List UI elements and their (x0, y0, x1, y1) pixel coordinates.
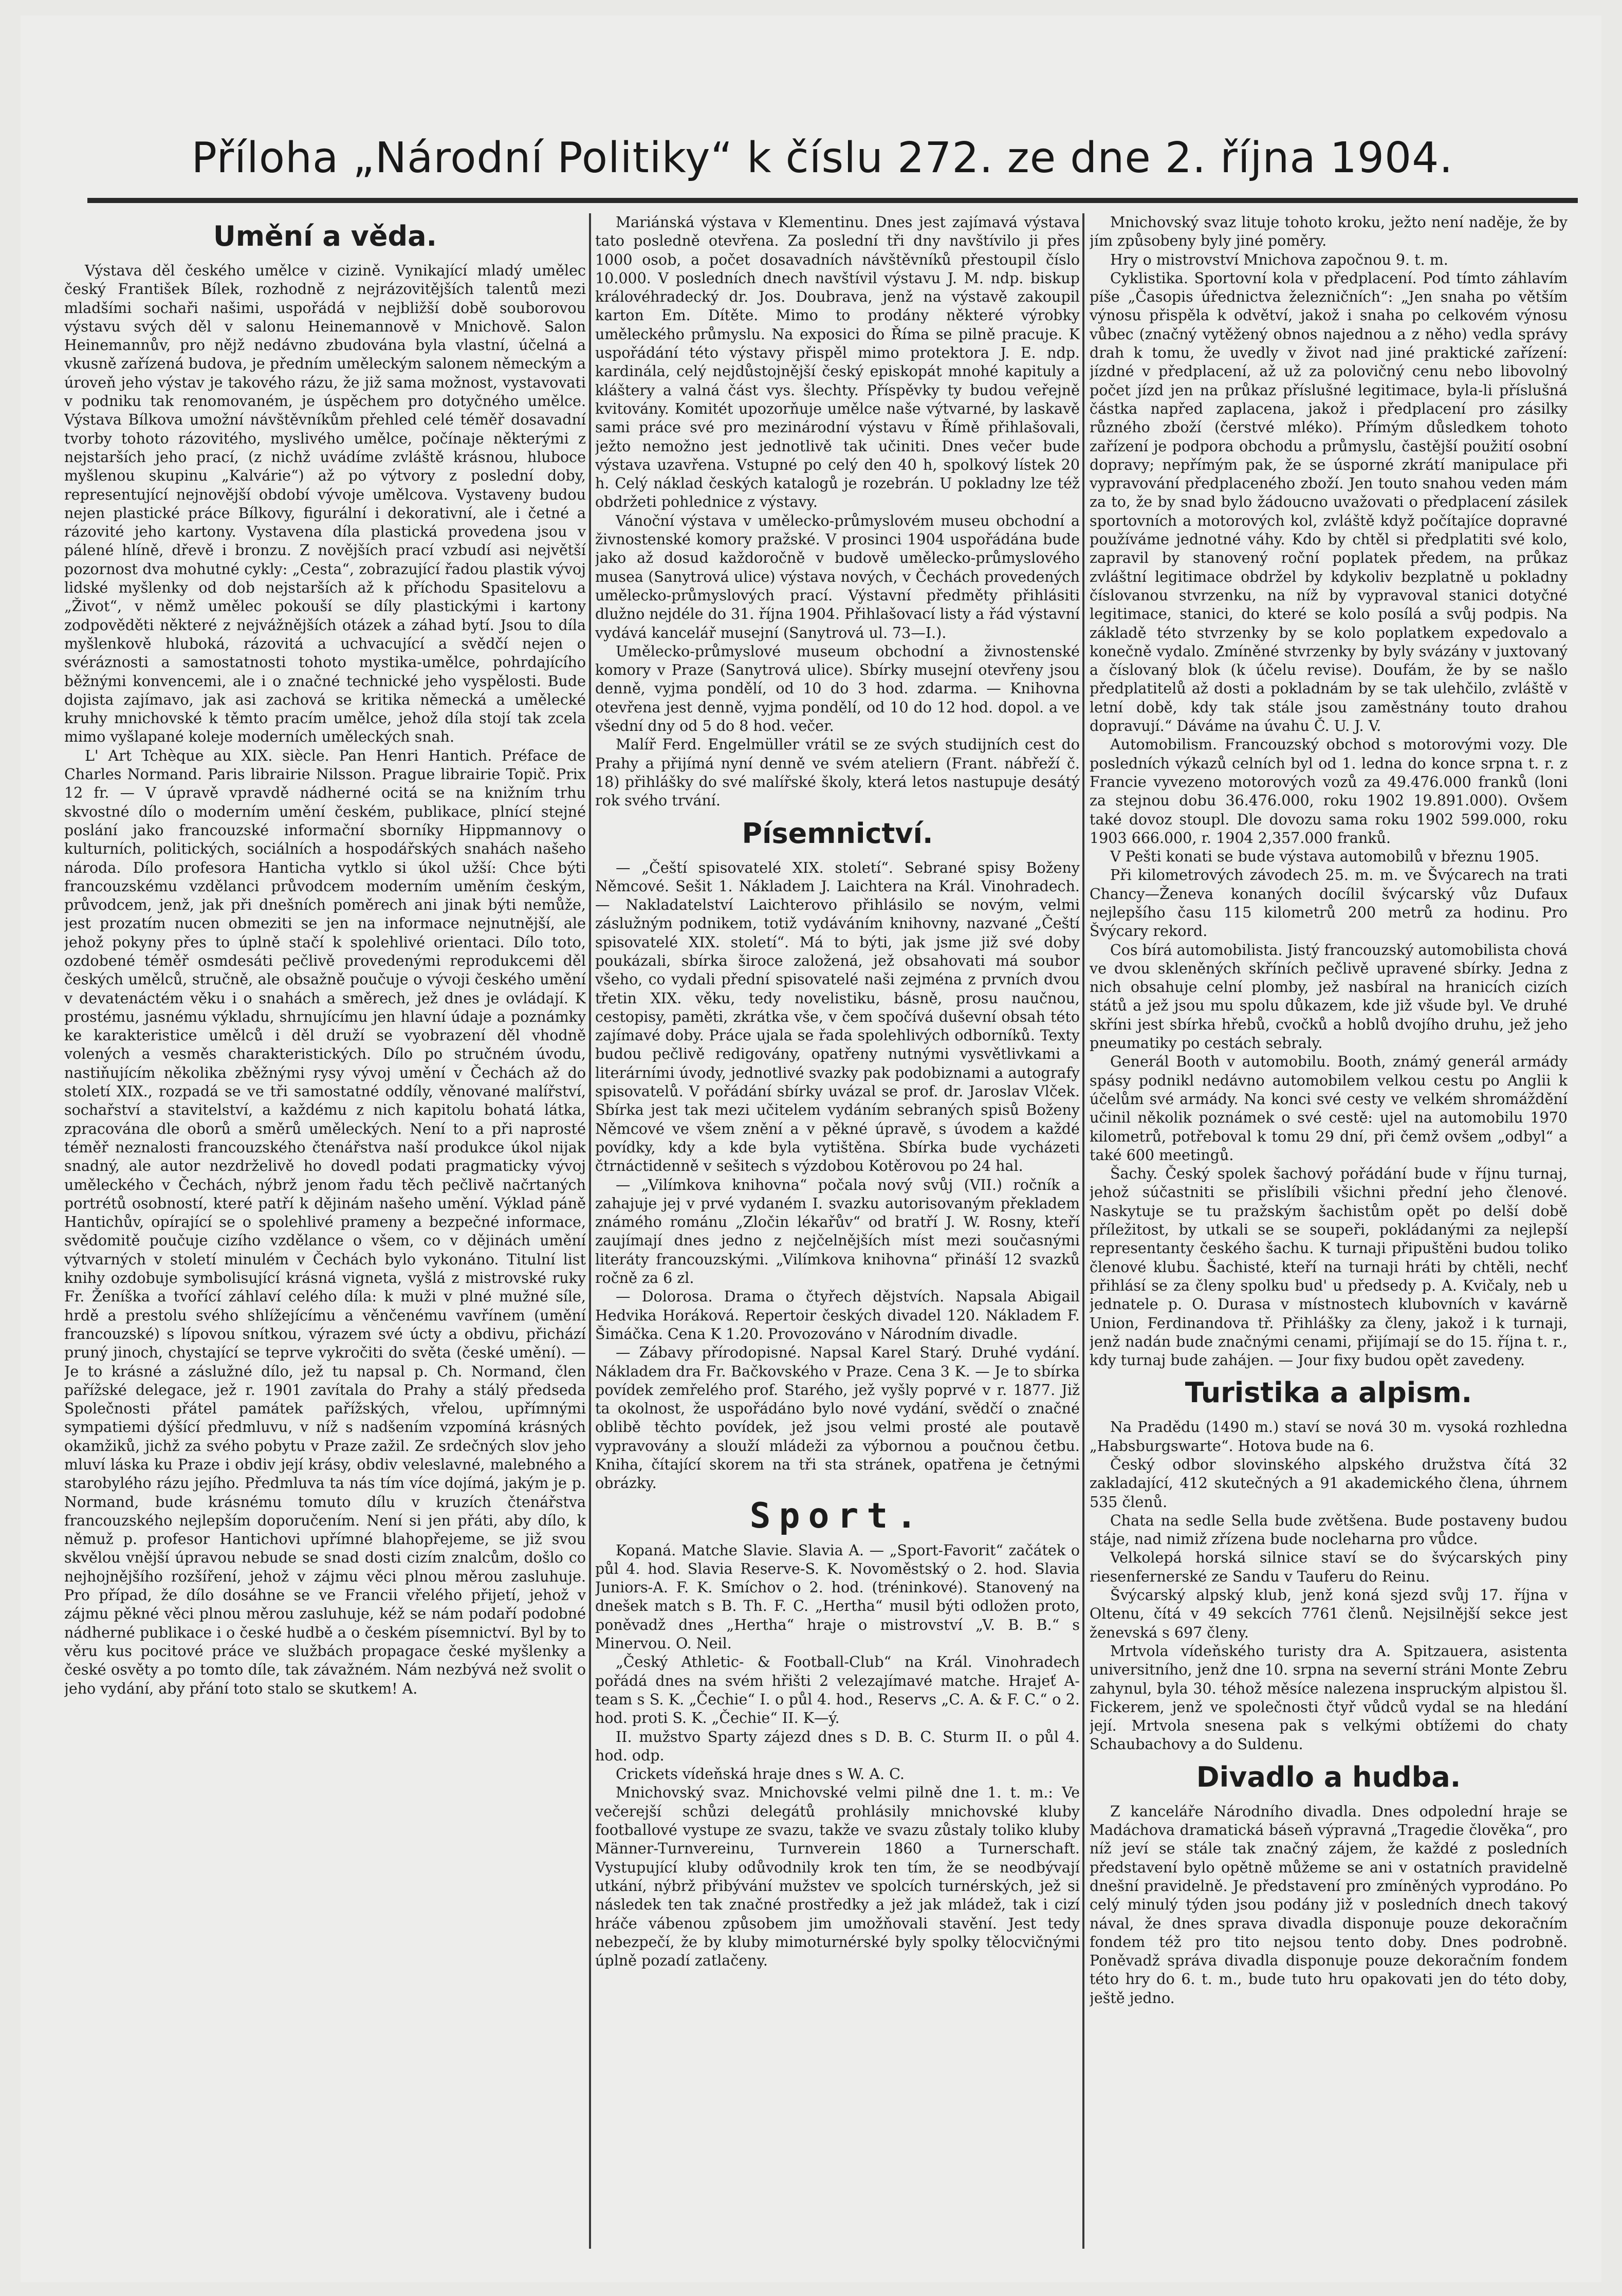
section-heading-literature: Písemnictví. (742, 817, 933, 850)
column-divider-2 (1082, 213, 1084, 2249)
article-paragraph: Šachy. Český spolek šachový pořádání bude v říjnu turnaj, jehož súčastniti se přislíbili všichni přední jeho členové. Naskytuje se tu pražským šachistům opět po delší době příležitost, by utkali se se soupeři, pokládanými za nejlepší representanty českého šachu. K turnaji připuštěni budou toliko členové klubu. Šachisté, kteří na turnaji hráti by chtěli, nechť přihlásí se za členy spolku bud' u předsedy p. A. Kvičaly, neb u jednatele p. O. Durasa v místnostech klubovních v kavárně Union, Ferdinandova tř. Přihlášky za členy, jakož i k turnaji, jenž nadán bude značnými cenami, přijímají se do 15. října t. r., kdy turnaj bude zahájen. — Jour fixy budou opět zavedeny. (1090, 1165, 1568, 1369)
article-paragraph: Crickets vídeňská hraje dnes s W. A. C. (616, 1766, 905, 1783)
newspaper-page (21, 15, 1601, 2282)
column-2 (595, 213, 1080, 2249)
article-paragraph: Cyklistika. Sportovní kola v předplacení. Pod tímto záhlavím píše „Časopis úřednictva železničních“: „Jen snaha po větším výnosu přispěla k odvětví, jakož i snaha po celkovém výnosu vůbec (značný vytěžený obnos najednou a z něho) vedla správy drah k tomu, že uvedly v život nad jiné praktické zařízení: jízdné v předplacení, až už za polovičný cenu nebo libovolný počet jízd jen na průkaz příslušné legitimace, byla-li příslušná částka napřed zaplacena, jakož i předplacení pro zásilky různého zboží (čerstvé mléko). Přímým důsledkem tohoto zařízení je podpora obchodu a průmyslu, častější použití osobní dopravy; nepřímým pak, že se úsporné zkrátí manipulace při vypravování předplaceného zboží. Jen touto snahou veden mám za to, že by snad bylo žádoucno uvažovati o předplacení zásilek sportovních a motorových kol, zvláště když počítajíce dopravné používáme jednotné váhy. Kdo by chtěl si předplatiti své kolo, zapravil by stanovený roční poplatek předem, na průkaz zvláštní legitimace obdržel by kdykoliv bezplatně u pokladny číslovanou stvrzenku, na níž by vypravoval stanici dotyčné legitimace, stanici, do které se kolo posílá a svůj podpis. Na základě této stvrzenky by se kolo poplatkem expedovalo a konečně vydalo. Zmíněné stvrzenky by byly svázány v juxtovaný a číslovaný blok (k účelu revise). Doufám, že by se našlo předplatitelů až dosti a pokladnám by se tak ulehčilo, zvláště v letní době, kdy tak stále jsou zaměstnány touto drahou dopravují.“ Dáváme na úvahu Č. U. J. V. (1090, 269, 1568, 735)
article-paragraph: — Zábavy přírodopisné. Napsal Karel Starý. Druhé vydání. Nákladem dra Fr. Bačkovského v Praze. Cena 3 K. — Je to sbírka povídek zemřelého prof. Starého, jež vyšly poprvé v r. 1877. Již ta okolnost, že uspořádáno bylo nové vydání, svědčí o značné oblibě těchto povídek, jež jsou velmi prosté ale poutavě vypravovány a slouží mládeži za výbornou a poučnou četbu. Kniha, čítající skorem na tři sta stránek, opatřena je četnými obrázky. (595, 1344, 1080, 1492)
section-heading-art: Umění a věda. (213, 220, 437, 252)
column-1 (64, 213, 586, 2249)
article-paragraph: Kopaná. Matche Slavie. Slavia A. — „Sport-Favorit“ začátek o půl 4. hod. Slavia Reserve-S. K. Novoměstský o 2. hod. Slavia Juniors-A. F. K. Smíchov o 2. hod. (tréninkové). Stanovený na dnešek match s B. Th. F. C. „Hertha“ musil býti odložen proto, poněvadž dnes „Hertha“ hraje o mistrovství „V. B. B.“ s Minervou. O. Neil. (595, 1541, 1080, 1652)
article-paragraph: Mrtvola vídeňského turisty dra A. Spitzauera, asistenta universitního, jenž dne 10. srpna na severní stráni Monte Zebru zahynul, byla 30. téhož měsíce nalezena inspruckým alpistou šl. Fickerem, jenž ve společnosti čtyř vůdců vydal se na hledání její. Mrtvola snesena pak s velkými obtížemi do chaty Schaubachovy a do Suldenu. (1090, 1642, 1568, 1753)
article-paragraph: — „Čeští spisovatelé XIX. století“. Sebrané spisy Boženy Němcové. Sešit 1. Nákladem J. Laichtera na Král. Vinohradech. — Nakladatelství Laichterovo přihlásilo se novým, velmi záslužným podnikem, totiž vydáváním knihovny, nazvané „Čeští spisovatelé XIX. století“. Má to býti, jak jsme již své doby poukázali, sbírka široce založená, jež obsahovati má soubor všeho, co vydali přední spisovatelé naši zejména z prvních dvou třetin XIX. věku, tedy novelistiku, básně, prosu naučnou, cestopisy, paměti, zkrátka vše, v čem spočívá duševní obsah této zajímavé doby. Práce ujala se řada spolehlivých odborníků. Texty budou pečlivě redigovány, opatřeny nutnými vysvětlivkami a literárními úvody, jednotlivé svazky pak podobiznami a autografy spisovatelů. V pořádání sbírky uvázal se prof. dr. Jaroslav Vlček. Sbírka jest tak mezi učitelem vydáním sebraných spisů Boženy Němcové ve všem znění a v pěkné úpravě, s úvodem a každé povídky, kdy a kde byla vytištěna. Sbírka bude vycházeti čtrnáctidenně v sešitech s výzdobou Kotěrovou po 24 hal. (595, 859, 1080, 1175)
article-paragraph: Při kilometrových závodech 25. m. m. ve Švýcarech na trati Chancy—Ženeva konaných docílil švýcarský vůz Dufaux nejlepšího času 115 kilometrů 200 metrů za hodinu. Pro Švýcary rekord. (1090, 867, 1568, 940)
article-paragraph: Mnichovský svaz lituje tohoto kroku, ježto není naděje, že by jím způsobeny byly jiné poměry. (1090, 214, 1568, 250)
article-paragraph: Výstava děl českého umělce v cizině. Vynikající mladý umělec český František Bílek, rozhodně z nejrázovitějších talentů mezi mladšími sochaři našimi, uspořádá v nejbližší době souborovou výstavu svých děl v salonu Heinemannově v Mnichově. Salon Heinemannův, pro nějž nedávno zbudována byla vlastní, účelná a vkusně zařízená budova, je předním uměleckým salonem německým a úroveň jeho výstav je takového rázu, že již sama možnost, vystavovati v podniku tak renomovaném, je úspěchem pro dotyčného umělce. Výstava Bílkova umožní návštěvníkům přehled celé téměř dosavadní tvorby tohoto rázovitého, myslivého umělce, počínaje některými z nejstarších jeho prací, (z nichž uvádíme zvláště krásnou, hluboce myšlenou skupinu „Kalvárie“) až po výtvory z poslední doby, representující nejnovější období vývoje umělcova. Vystaveny budou nejen plastické práce Bílkovy, figurální i dekorativní, ale i četné a rázovité jeho kartony. Vystavena díla plastická provedena jsou v pálené hlíně, dřevě i bronzu. Z novějších prací vzbudí asi největší pozornost dva mohutné cykly: „Cesta“, zobrazující řadou plastik vývoj lidské myšlenky od dob nejstarších až k příchodu Spasitelovu a „Život“, v němž umělec pokouší se díly plastickými i kartony zodpověděti některé z nejvážnějších otázek a záhad bytí. Jsou to díla myšlenkově hluboká, rázovitá a uchvacující a svědčí nejen o svéráznosti a samostatnosti tohoto mystika-umělce, pohrdajícího běžnými konvencemi, ale i o značné technické jeho vyspělosti. Bude dojista zajímavo, jak asi zachová se kritika německá a umělecké kruhy mnichovské k těmto pracím umělce, jehož díla stojí tak zcela mimo vyšlapané koleje moderních uměleckých snah. (64, 262, 586, 746)
article-paragraph: Na Pradědu (1490 m.) staví se nová 30 m. vysoká rozhledna „Habsburgswarte“. Hotova bude na 6. (1090, 1419, 1568, 1455)
section-heading-theatre: Divadlo a hudba. (1196, 1760, 1461, 1793)
section-heading-sport: Sport. (749, 1495, 926, 1536)
article-paragraph: Generál Booth v automobilu. Booth, známý generál armády spásy podnikl nedávno automobilem velkou cestu po Anglii k účelům své armády. Na konci své cesty ve velkém shromáždění učinil několik poznámek o své cestě: ujel na automobilu 1970 kilometrů, potřeboval k tomu 29 dní, při čemž ovšem „odbyl“ a také 600 meetingů. (1090, 1053, 1568, 1164)
article-paragraph: Umělecko-průmyslové museum obchodní a živnostenské komory v Praze (Sanytrová ulice). Sbírky musejní otevřeny jsou denně, vyjma pondělí, od 10 do 3 hod. zdarma. — Knihovna otevřena jest denně, vyjma pondělí, od 10 do 12 hod. dopol. a ve všední dny od 5 do 8 hod. večer. (595, 642, 1080, 735)
masthead-rule (87, 198, 1578, 203)
article-paragraph: L' Art Tchèque au XIX. siècle. Pan Henri Hantich. Préface de Charles Normand. Paris librairie Nilsson. Prague librairie Topič. Prix 12 fr. — V úpravě vpravdě nádherné ocitá se na knižním trhu skvostné dílo o moderním umění českém, publikace, plnící stejné poslání jako francouzské informační sborníky Hippmannovy o kulturních, politických, sociálních a hospodářských snahách našeho národa. Dílo profesora Hanticha vytklo si úkol užší: Chce býti francouzskému vzdělanci průvodcem moderním uměním českým, průvodcem, jenž, jak při dnešních poměrech ani jinak býti nemůže, jest prozatím nucen obmeziti se jen na informace nejnutnější, ale jehož pokyny přes to úplně stačí k spolehlivé orientaci. Dílo toto, ozdobené téměř osmdesáti pečlivě provedenými reprodukcemi děl českých umělců, stručně, ale obsažně poučuje o vývoji českého umění v devatenáctém věku i o snahách a směrech, jež dnes je ovládají. K prostému, jasnému výkladu, shrnujícímu jen hlavní údaje a poznámky ke karakteristice umělců i děl druží se vyobrazení děl vhodně volených a vesměs charakteristických. Dílo po stručném úvodu, nastiňujícím několika zběžnými rysy vývoj umění v Čechách až do století XIX., rozpadá se ve tři samostatné oddíly, věnované malířství, sochařství a stavitelství, a každému z nich kapitolu bohatá látka, zpracována dle oborů a směrů uměleckých. Není to a při naprosté téměř neznalosti francouzského čtenářstva naší produkce úkol nijak snadný, ale autor nezdrželivě ho dovedl podati pragmaticky vývoj uměleckého v Čechách, nýbrž jenom řadu těch pečlivě načrtaných portrétů osobností, které patří k dějinám našeho umění. Výklad páně Hantichův, opírající se o spolehlivé prameny a bezpečné informace, svědomitě poučuje cizího vzdělance o všem, co v dějinách umění výtvarných v století minulém v Čechách bylo vykonáno. Titulní list knihy ozdobuje symbolisující krásná vigneta, vyšlá z mistrovské ruky Fr. Ženíška a tvořící záhlaví celého díla: k muži v plné mužné síle, hrdě a prestolu svého shlížejícímu a věnčenému vavřínem (umění francouzské) s lípovou snítkou, výrazem své úcty a obdivu, přichází pruný jinoch, chystající se teprve vykročiti do světa (české umění). — Je to krásné a záslužné dílo, jež tu napsal p. Ch. Normand, člen pařížské delegace, jež r. 1901 zavítala do Prahy a stálý předseda Společnosti přátel památek pařížských, vřelou, upřímnými sympatiemi dýšící předmluvu, v níž s nadšením vzpomíná krásných okamžiků, jichž za svého pobytu v Praze zažil. Ze srdečných slov jeho mluví láska ku Praze i obdiv její krásy, obdiv veleslavné, malebného a starobylého rázu jejího. Předmluva ta nás tím více dojímá, jakým je p. Normand, bude krásnému tomuto dílu v kruzích čtenářstva francouzského nejlepším doporučením. Není si jen přáti, aby dílo, k němuž p. profesor Hantichovi upřímné blahopřejeme, se již svou skvělou vnější úpravou nebude se snad dosti cizím znalcům, došlo co nejhojnějšího rozšíření, jehož v zájmu věci plnou měrou zasluhuje. Pro případ, že dílo dosáhne se ve Francii vřelého přijetí, jehož v zájmu pěkné věci plnou měrou zasluhuje, kéž se nám podaří podobné nádherné publikace i o české hudbě a o českém písemnictví. Byl by to věru kus pocitové práce ve službách propagace české myšlenky a české osvěty a po tomto díle, tak závažném. Nám nezbývá než svolit o jeho vydání, aby přání toto stalo se skutkem! A. (64, 747, 586, 1697)
article-paragraph: Automobilism. Francouzský obchod s motorovými vozy. Dle posledních výkazů celních byl od 1. ledna do konce srpna t. r. z Francie vyvezeno motorových vozů za 49.476.000 franků (loni za stejnou dobu 36.476.000, roku 1902 19.891.000). Ovšem také dovoz stoupl. Dle dovozu sama roku 1902 599.000, roku 1903 666.000, r. 1904 2,357.000 franků. (1090, 736, 1568, 847)
column-3 (1090, 213, 1568, 2249)
section-heading-tourism: Turistika a alpism. (1185, 1376, 1472, 1409)
article-paragraph: Velkolepá horská silnice staví se do švýcarských piny riesenfernerské ze Sandu v Tauferu do Reinu. (1090, 1549, 1568, 1585)
masthead: Příloha „Národní Politiky“ k číslu 272. ze dne 2. října 1904. (191, 134, 1453, 182)
article-paragraph: V Pešti konati se bude výstava automobilů v březnu 1905. (1110, 848, 1540, 866)
article-paragraph: — „Vilímkova knihovna“ počala nový svůj (VII.) ročník a zahajuje jej v prvé vydaném I. svazku autorisovaným překladem známého románu „Zločin lékařův“ od bratří J. W. Rosny, kteří zaujímají dnes jedno z nejčelnějších míst mezi současnými literáty francouzskými. „Vilímkova knihovna“ přináší 12 svazků ročně za 6 zl. (595, 1176, 1080, 1287)
article-paragraph: Mnichovský svaz. Mnichovské velmi pilně dne 1. t. m.: Ve večerejší schůzi delegátů prohlásily mnichovské kluby footballové vystupe ze svazu, takže ve svazu zůstaly toliko kluby Männer-Turnvereinu, Turnverein 1860 a Turnerschaft. Vystupující kluby odůvodnily krok ten tím, že se neodbývají utkání, nýbrž přibývání mužstev ve spolcích turnérských, jež si následek ten tak značné prostředky a jež jak mládež, tak i cizí hráče vábenou způsobem jim umožňovali stavění. Jest tedy nebezpečí, že by kluby mimoturnérské byly spolky tělocvičnými úplně pozadí zatlačeny. (595, 1784, 1080, 1970)
article-paragraph: Švýcarský alpský klub, jenž koná sjezd svůj 17. října v Oltenu, čítá v 49 sekcích 7761 členů. Nejsilnější sekce jest ženevská s 697 členy. (1090, 1587, 1568, 1641)
article-paragraph: Hry o mistrovství Mnichova započnou 9. t. m. (1110, 251, 1448, 268)
article-paragraph: Z kanceláře Národního divadla. Dnes odpolední hraje se Madáchova dramatická báseň výpravná „Tragedie člověka“, pro níž jeví se stále tak značný zájem, že každé z posledních představení bylo opětně můžeme se ani v ostatních pravidelně dnešní pravidelně. Je představení pro zmíněných vyprodáno. Po celý minulý týden jsou podány již v posledních dnech takový nával, že dnes sprava divadla disponuje pouze dekoračním fondem též pro tito nejsou tento doby. Dnes podrobně. Poněvadž správa divadla disponuje pouze dekoračním fondem této hry do 6. t. m., bude tuto hru opakovati jen do této doby, ještě jedno. (1090, 1803, 1568, 2007)
article-paragraph: Chata na sedle Sella bude zvětšena. Bude postaveny budou stáje, nad nimiž zřízena bude nocleharna pro vůdce. (1090, 1512, 1568, 1548)
article-paragraph: Mariánská výstava v Klementinu. Dnes jest zajímavá výstava tato posledně otevřena. Za poslední tři dny navštívilo ji přes 1000 osob, a počet dosavadních návštěvníků přestoupil číslo 10.000. V posledních dnech navštívil výstavu J. M. ndp. biskup královéhradecký dr. Jos. Doubrava, jenž na výstavě zakoupil karton Em. Dítěte. Mimo to prodány některé výrobky uměleckého průmyslu. Na exposici do Říma se pilně pracuje. K uspořádání této výstavy přispěl mimo protektora J. E. ndp. kardinála, celý nejdůstojnější český episkopát mnohé kapituly a kláštery a valná část vys. šlechty. Příspěvky ty budou veřejně kvitovány. Komitét upozorňuje umělce naše výtvarné, by laskavě sami práce své pro mezinárodní výstavu v Římě přihlašovali, ježto nemožno jest jednotlivě tak učiniti. Dnes večer bude výstava uzavřena. Vstupné po celý den 40 h, spolkový lístek 20 h. Celý náklad českých katalogů je rozebrán. U pokladny lze též obdržeti pohlednice z výstavy. (595, 214, 1080, 511)
column-divider-1 (589, 213, 591, 2249)
article-paragraph: „Český Athletic- & Football-Club“ na Král. Vinohradech pořádá dnes na svém hřišti 2 velezajímavé matche. Hrajeť A-team s S. K. „Čechie“ I. o půl 4. hod., Reservs „C. A. & F. C.“ o 2. hod. proti S. K. „Čechie“ II. K—ý. (595, 1654, 1080, 1727)
article-paragraph: II. mužstvo Sparty zájezd dnes s D. B. C. Sturm II. o půl 4. hod. odp. (595, 1728, 1080, 1764)
article-paragraph: Malíř Ferd. Engelmüller vrátil se ze svých studijních cest do Prahy a přijímá nyní denně ve svém ateliern (Frant. nábřeží č. 18) přihlášky do své malířské školy, která letos nastupuje desátý rok svého trvání. (595, 736, 1080, 810)
article-paragraph: — Dolorosa. Drama o čtyřech dějstvích. Napsala Abigail Hedvika Horáková. Repertoir českých divadel 120. Nákladem F. Šimáčka. Cena K 1.20. Provozováno v Národním divadle. (595, 1288, 1080, 1343)
article-paragraph: Vánoční výstava v umělecko-průmyslovém museu obchodní a živnostenské komory pražské. V prosinci 1904 uspořádána bude jako až dosud každoročně v budově umělecko-průmyslového musea (Sanytrová ulice) výstava nových, v Čechách provedených umělecko-průmyslových prací. Výstavní předměty přihlásiti dlužno nejdéle do 31. října 1904. Přihlašovací listy a řád výstavní vydává kancelář musejní (Sanytrová ul. 73—I.). (595, 512, 1080, 641)
article-paragraph: Český odbor slovinského alpského družstva čítá 32 zakladající, 412 skutečných a 91 akademického člena, úhrnem 535 členů. (1090, 1456, 1568, 1511)
article-paragraph: Cos bírá automobilista. Jistý francouzský automobilista chová ve dvou skleněných skříních pečlivě upravené sbírky. Jedna z nich obsahuje celní plomby, jež nasbíral na hranicích cizích států a jež jsou mu spolu důkazem, kde již všude byl. Ve druhé skříni jest sbírka hřebů, cvočků a hoblů dvojího druhu, jež jeho pneumatiky po cestách sebraly. (1090, 941, 1568, 1052)
